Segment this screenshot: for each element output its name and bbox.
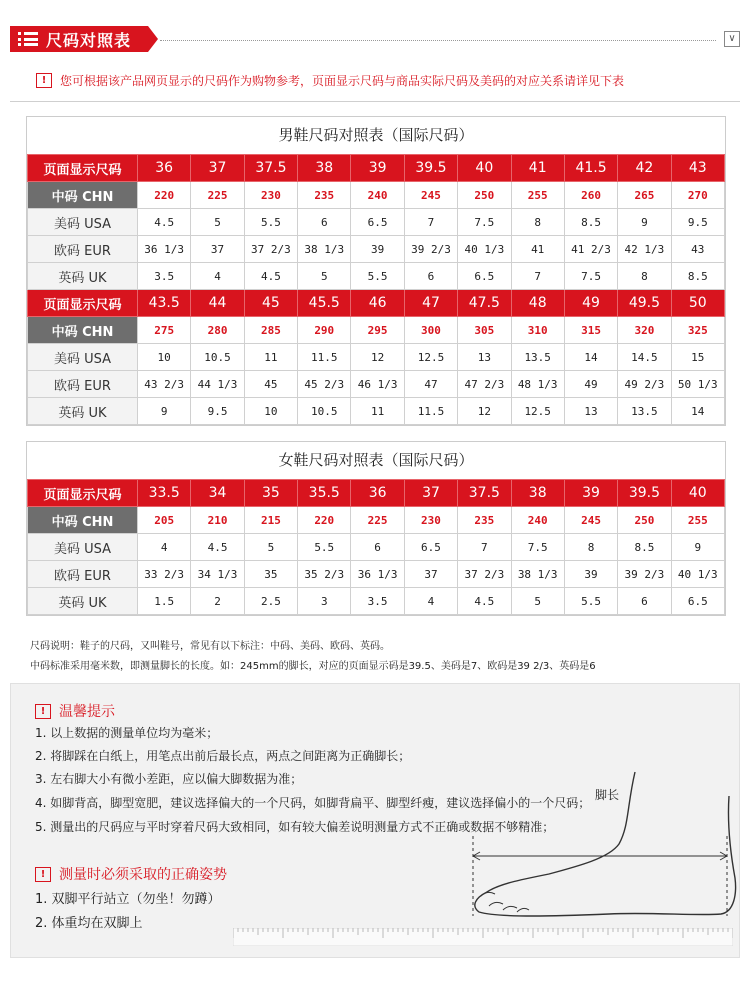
- table-cell: 11: [244, 344, 297, 371]
- table-cell: 9: [138, 398, 191, 425]
- table-cell: 11: [351, 398, 404, 425]
- table-cell: 38 1/3: [511, 561, 564, 588]
- posture-item: 2. 体重均在双脚上: [35, 916, 143, 931]
- table-cell: 47.5: [458, 290, 511, 317]
- table-cell: 13.5: [511, 344, 564, 371]
- table-cell: 49.5: [618, 290, 671, 317]
- table-cell: 3.5: [138, 263, 191, 290]
- chn-size-row: [28, 317, 725, 344]
- tip-item: 4. 如脚背高，脚型宽肥，建议选择偏大的一个尺码，如脚背扁平、脚型纤瘦，建议选择偏小的一个尺码；: [35, 796, 591, 810]
- table-cell: 320: [618, 317, 671, 344]
- women-table-title: 女鞋尺码对照表（国际尺码）: [278, 451, 474, 469]
- table-cell: 8.5: [671, 263, 724, 290]
- table-cell: 14.5: [618, 344, 671, 371]
- table-cell: 14: [564, 344, 617, 371]
- table-cell: 3.5: [351, 588, 404, 615]
- table-cell: 37 2/3: [244, 236, 297, 263]
- table-cell: 40: [458, 155, 511, 182]
- table-cell: 230: [244, 182, 297, 209]
- table-cell: 13: [458, 344, 511, 371]
- table-cell: 35: [244, 561, 297, 588]
- table-cell: 4.5: [191, 534, 244, 561]
- table-cell: 43: [671, 155, 724, 182]
- table-cell: 7: [404, 209, 457, 236]
- table-cell: 13.5: [618, 398, 671, 425]
- table-cell: 41 2/3: [564, 236, 617, 263]
- table-cell: 37: [404, 480, 457, 507]
- tips-heading-text: 温馨提示: [59, 704, 115, 720]
- table-cell: 43.5: [138, 290, 191, 317]
- table-cell: 39.5: [618, 480, 671, 507]
- table-cell: 37: [404, 561, 457, 588]
- table-cell: 9.5: [191, 398, 244, 425]
- table-cell: 225: [351, 507, 404, 534]
- row-label: 中码 CHN: [28, 507, 138, 534]
- men-table-grid: [27, 154, 725, 425]
- table-cell: 6: [618, 588, 671, 615]
- top-notice: [36, 72, 624, 89]
- table-cell: 38 1/3: [298, 236, 351, 263]
- table-cell: 35.5: [298, 480, 351, 507]
- table-cell: 5: [191, 209, 244, 236]
- posture-item: 1. 双脚平行站立（勿坐！勿蹲）: [35, 892, 221, 907]
- table-cell: 7.5: [564, 263, 617, 290]
- table-cell: 220: [138, 182, 191, 209]
- table-cell: 45: [244, 290, 297, 317]
- table-cell: 4.5: [244, 263, 297, 290]
- table-cell: 230: [404, 507, 457, 534]
- table-cell: 38: [511, 480, 564, 507]
- table-cell: 240: [511, 507, 564, 534]
- table-cell: 35 2/3: [298, 561, 351, 588]
- table-cell: 44: [191, 290, 244, 317]
- table-cell: 260: [564, 182, 617, 209]
- table-cell: 300: [404, 317, 457, 344]
- women-size-table: [26, 441, 726, 616]
- table-cell: 40: [671, 480, 724, 507]
- table-cell: 5: [244, 534, 297, 561]
- table-cell: 6.5: [404, 534, 457, 561]
- table-cell: 11.5: [404, 398, 457, 425]
- table-cell: 5.5: [244, 209, 297, 236]
- ruler-icon: [233, 928, 733, 946]
- dotted-divider: [160, 40, 716, 41]
- table-cell: 10: [244, 398, 297, 425]
- table-cell: 36 1/3: [138, 236, 191, 263]
- tip-item: 3. 左右脚大小有微小差距，应以偏大脚数据为准；: [35, 772, 303, 786]
- table-cell: 36: [138, 155, 191, 182]
- table-cell: 39.5: [404, 155, 457, 182]
- table-cell: 45.5: [298, 290, 351, 317]
- table-cell: 5.5: [351, 263, 404, 290]
- tip-item: 5. 测量出的尺码应与平时穿着尺码大致相同，如有较大偏差说明测量方式不正确或数据不够精准；: [35, 820, 555, 834]
- women-table-grid: [27, 479, 725, 615]
- table-cell: 33 2/3: [138, 561, 191, 588]
- table-cell: 38: [298, 155, 351, 182]
- table-cell: 39 2/3: [404, 236, 457, 263]
- table-cell: 40 1/3: [671, 561, 724, 588]
- table-cell: 6.5: [351, 209, 404, 236]
- table-cell: 8: [618, 263, 671, 290]
- table-cell: 5: [298, 263, 351, 290]
- chn-size-row: [28, 507, 725, 534]
- table-cell: 3: [298, 588, 351, 615]
- chn-size-row: [28, 182, 725, 209]
- table-cell: 225: [191, 182, 244, 209]
- table-cell: 49 2/3: [618, 371, 671, 398]
- men-table-title: 男鞋尺码对照表（国际尺码）: [278, 126, 474, 144]
- table-cell: 295: [351, 317, 404, 344]
- usa-size-row: [28, 534, 725, 561]
- table-cell: 4.5: [458, 588, 511, 615]
- table-cell: 33.5: [138, 480, 191, 507]
- size-explanation-1: 尺码说明：鞋子的尺码，又叫鞋号，常见有以下标注：中码、美码、欧码、英码。: [30, 641, 390, 652]
- row-label: 美码 USA: [28, 534, 138, 561]
- eur-size-row: [28, 371, 725, 398]
- table-cell: 35: [244, 480, 297, 507]
- table-cell: 6: [298, 209, 351, 236]
- table-cell: 10: [138, 344, 191, 371]
- uk-size-row: [28, 263, 725, 290]
- table-cell: 10.5: [191, 344, 244, 371]
- table-cell: 15: [671, 344, 724, 371]
- table-cell: 39 2/3: [618, 561, 671, 588]
- table-cell: 265: [618, 182, 671, 209]
- table-cell: 275: [138, 317, 191, 344]
- table-cell: 47 2/3: [458, 371, 511, 398]
- table-cell: 8.5: [618, 534, 671, 561]
- table-cell: 48 1/3: [511, 371, 564, 398]
- row-label: 欧码 EUR: [28, 561, 138, 588]
- table-cell: 12.5: [404, 344, 457, 371]
- row-label: 页面显示尺码: [28, 290, 138, 317]
- table-cell: 37: [191, 155, 244, 182]
- table-cell: 6: [351, 534, 404, 561]
- table-cell: 41.5: [564, 155, 617, 182]
- table-cell: 255: [671, 507, 724, 534]
- warning-icon: !: [36, 73, 52, 88]
- usa-size-row: [28, 209, 725, 236]
- row-label: 欧码 EUR: [28, 236, 138, 263]
- table-cell: 49: [564, 371, 617, 398]
- table-cell: 235: [298, 182, 351, 209]
- table-cell: 39: [564, 480, 617, 507]
- divider: [10, 101, 740, 102]
- warning-icon: !: [35, 704, 51, 719]
- table-cell: 280: [191, 317, 244, 344]
- page-size-row: [28, 155, 725, 182]
- table-cell: 43: [671, 236, 724, 263]
- uk-size-row: [28, 588, 725, 615]
- table-cell: 50: [671, 290, 724, 317]
- header-tag: [10, 26, 148, 52]
- table-cell: 285: [244, 317, 297, 344]
- table-cell: 12.5: [511, 398, 564, 425]
- table-cell: 7.5: [458, 209, 511, 236]
- table-cell: 39: [564, 561, 617, 588]
- table-cell: 9: [671, 534, 724, 561]
- table-cell: 6.5: [458, 263, 511, 290]
- row-label: 欧码 EUR: [28, 371, 138, 398]
- table-cell: 220: [298, 507, 351, 534]
- table-cell: 44 1/3: [191, 371, 244, 398]
- table-cell: 7: [458, 534, 511, 561]
- row-label: 英码 UK: [28, 588, 138, 615]
- table-cell: 270: [671, 182, 724, 209]
- row-label: 英码 UK: [28, 263, 138, 290]
- table-cell: 6: [404, 263, 457, 290]
- eur-size-row: [28, 561, 725, 588]
- table-cell: 13: [564, 398, 617, 425]
- page-size-row: [28, 480, 725, 507]
- table-cell: 43 2/3: [138, 371, 191, 398]
- table-cell: 9.5: [671, 209, 724, 236]
- row-label: 英码 UK: [28, 398, 138, 425]
- table-cell: 215: [244, 507, 297, 534]
- eur-size-row: [28, 236, 725, 263]
- table-cell: 11.5: [298, 344, 351, 371]
- table-cell: 5.5: [298, 534, 351, 561]
- table-cell: 240: [351, 182, 404, 209]
- table-cell: 6.5: [671, 588, 724, 615]
- section-header: [10, 26, 740, 52]
- table-cell: 250: [618, 507, 671, 534]
- table-cell: 36 1/3: [351, 561, 404, 588]
- table-cell: 8: [564, 534, 617, 561]
- table-cell: 9: [618, 209, 671, 236]
- table-cell: 42: [618, 155, 671, 182]
- page-title: 尺码对照表: [46, 30, 132, 50]
- table-cell: 1.5: [138, 588, 191, 615]
- table-cell: 7: [511, 263, 564, 290]
- table-cell: 47: [404, 371, 457, 398]
- foot-length-label: 脚长: [591, 786, 623, 803]
- posture-heading-text: 测量时必须采取的正确姿势: [59, 867, 227, 883]
- table-cell: 325: [671, 317, 724, 344]
- posture-heading: [35, 864, 227, 884]
- table-cell: 45 2/3: [298, 371, 351, 398]
- table-cell: 4: [138, 534, 191, 561]
- men-size-table: [26, 116, 726, 426]
- table-cell: 5: [511, 588, 564, 615]
- row-label: 美码 USA: [28, 344, 138, 371]
- tips-heading: [35, 701, 115, 721]
- table-cell: 37.5: [244, 155, 297, 182]
- table-cell: 8.5: [564, 209, 617, 236]
- page-size-row: [28, 290, 725, 317]
- table-cell: 210: [191, 507, 244, 534]
- table-cell: 48: [511, 290, 564, 317]
- row-label: 中码 CHN: [28, 182, 138, 209]
- table-cell: 2: [191, 588, 244, 615]
- table-cell: 10.5: [298, 398, 351, 425]
- table-cell: 290: [298, 317, 351, 344]
- table-cell: 37: [191, 236, 244, 263]
- size-explanation-2: 中码标准采用毫米数，即测量脚长的长度。如：245mm的脚长，对应的页面显示码是39.5、美码是7、欧码是39 2/3、英码是6: [30, 661, 596, 672]
- table-cell: 46 1/3: [351, 371, 404, 398]
- top-notice-text: 您可根据该产品网页显示的尺码作为购物参考，页面显示尺码与商品实际尺码及美码的对应关系请详见下表: [60, 74, 625, 88]
- tip-item: 2. 将脚踩在白纸上，用笔点出前后最长点，两点之间距离为正确脚长；: [35, 749, 411, 763]
- table-cell: 315: [564, 317, 617, 344]
- table-cell: 245: [404, 182, 457, 209]
- table-cell: 46: [351, 290, 404, 317]
- chevron-down-icon[interactable]: ∨: [724, 31, 740, 47]
- table-cell: 50 1/3: [671, 371, 724, 398]
- table-cell: 37 2/3: [458, 561, 511, 588]
- table-cell: 47: [404, 290, 457, 317]
- table-cell: 12: [458, 398, 511, 425]
- table-cell: 39: [351, 155, 404, 182]
- table-cell: 4: [191, 263, 244, 290]
- table-cell: 14: [671, 398, 724, 425]
- table-cell: 7.5: [511, 534, 564, 561]
- table-cell: 37.5: [458, 480, 511, 507]
- table-cell: 255: [511, 182, 564, 209]
- warning-icon: !: [35, 867, 51, 882]
- table-cell: 250: [458, 182, 511, 209]
- table-cell: 5.5: [564, 588, 617, 615]
- row-label: 美码 USA: [28, 209, 138, 236]
- table-cell: 40 1/3: [458, 236, 511, 263]
- table-cell: 41: [511, 236, 564, 263]
- table-cell: 12: [351, 344, 404, 371]
- table-cell: 8: [511, 209, 564, 236]
- table-cell: 305: [458, 317, 511, 344]
- uk-size-row: [28, 398, 725, 425]
- table-cell: 39: [351, 236, 404, 263]
- table-cell: 34 1/3: [191, 561, 244, 588]
- table-cell: 45: [244, 371, 297, 398]
- table-cell: 245: [564, 507, 617, 534]
- row-label: 页面显示尺码: [28, 155, 138, 182]
- row-label: 页面显示尺码: [28, 480, 138, 507]
- table-cell: 4: [404, 588, 457, 615]
- list-icon: [18, 31, 38, 47]
- table-cell: 49: [564, 290, 617, 317]
- table-cell: 4.5: [138, 209, 191, 236]
- table-cell: 2.5: [244, 588, 297, 615]
- usa-size-row: [28, 344, 725, 371]
- table-cell: 42 1/3: [618, 236, 671, 263]
- row-label: 中码 CHN: [28, 317, 138, 344]
- table-cell: 36: [351, 480, 404, 507]
- table-cell: 205: [138, 507, 191, 534]
- table-cell: 310: [511, 317, 564, 344]
- tips-panel: [10, 683, 740, 958]
- table-cell: 41: [511, 155, 564, 182]
- table-cell: 34: [191, 480, 244, 507]
- tip-item: 1. 以上数据的测量单位均为毫米；: [35, 726, 219, 740]
- table-cell: 235: [458, 507, 511, 534]
